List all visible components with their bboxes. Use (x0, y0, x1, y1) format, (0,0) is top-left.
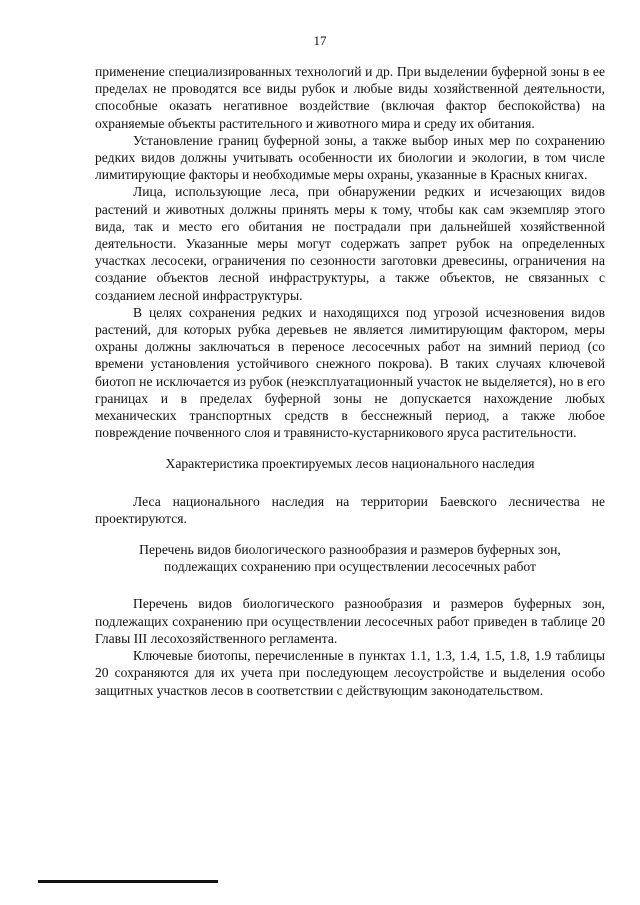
paragraph-forest-users: Лица, использующие леса, при обнаружении редких и исчезающих видов растений и животных должны принять меры к тому, чтобы как сам экземпляр этого вида, так и место его обитания не пострадали при дальнейшей хозяйственной деятельности. Указанные меры могут содержать запрет рубок на определенных участках лесосеки, ограничения по сезонности заготовки древесины, ограничения на создание объектов лесной инфраструктуры, а также объектов, не связанных с созданием лесной инфраструктуры. (95, 184, 605, 303)
section-heading-biodiversity-line-1: Перечень видов биологического разнообразия и размеров буферных зон, (139, 542, 561, 558)
paragraph-buffer-zone: Установление границ буферной зоны, а также выбор иных мер по сохранению редких видов должны учитывать особенности их биологии и экологии, в том числе лимитирующие факторы и необходимые меры охраны, указанные в Красных книгах. (95, 132, 605, 183)
section-heading-heritage-forests: Характеристика проектируемых лесов национального наследия (165, 456, 535, 472)
paragraph-heritage-forests: Леса национального наследия на территории Баевского лесничества не проектируются. (95, 493, 605, 526)
document-body (95, 63, 605, 699)
paragraph-biodiversity-list: Перечень видов биологического разнообразия и размеров буферных зон, подлежащих сохранению при осуществлении лесосечных работ приведен в таблице 20 Главы III лесохозяйственного регламента. (95, 596, 605, 646)
paragraph-winter-logging: В целях сохранения редких и находящихся под угрозой исчезновения видов растений, для которых рубка деревьев не является лимитирующим фактором, меры охраны должны заключаться в переносе лесосечных работ на зимний период (со времени установления устойчивого снежного покрова). В таких случаях ключевой биотоп не исключается из рубок (неэксплуатационный участок не выделяется), но в его границах и в пределах буферной зоны не допускается нахождение любых механических транспортных средств в бесснежный период, а также любое повреждение почвенного слоя и травянисто-кустарникового яруса растительности. (95, 304, 605, 441)
page-number: 17 (313, 33, 327, 48)
section-heading-biodiversity-line-2: подлежащих сохранению при осуществлении лесосечных работ (164, 559, 536, 575)
footer-rule (38, 880, 218, 883)
section-heading-biodiversity (95, 541, 605, 575)
paragraph-continuation: применение специализированных технологий и др. При выделении буферной зоны в ее пределах не проводятся все виды рубок и любые виды хозяйственной деятельности, способные оказать негативное воздействие (включая фактор беспокойства) на охраняемые объекты растительного и животного мира и среду их обитания. (95, 64, 605, 131)
paragraph-key-biotopes: Ключевые биотопы, перечисленные в пунктах 1.1, 1.3, 1.4, 1.5, 1.8, 1.9 таблицы 20 сохраняются для их учета при последующем лесоустройстве и выделения особо защитных участков лесов в соответствии с действующим законодательством. (95, 648, 605, 698)
